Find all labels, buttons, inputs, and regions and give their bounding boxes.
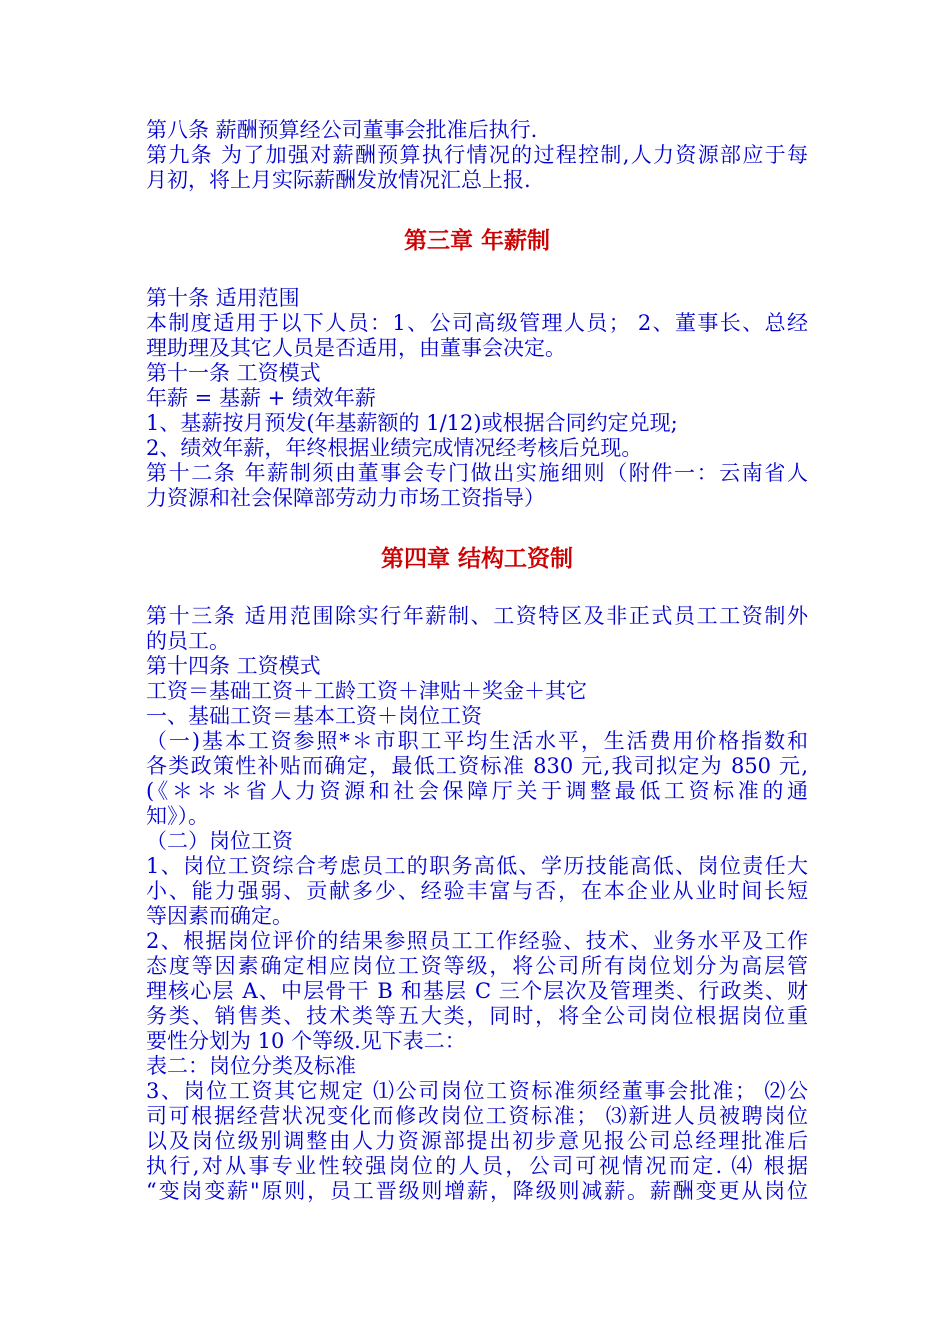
table-2-caption: 表二：岗位分类及标准 bbox=[146, 1054, 356, 1078]
position-wage-3-line-5: “变岗变薪"原则，员工晋级则增薪，降级则减薪。薪酬变更从岗位 bbox=[146, 1179, 808, 1203]
position-wage-2-line-1: 2、根据岗位评价的结果参照员工工作经验、技术、业务水平及工作 bbox=[146, 929, 808, 953]
article-14-title: 第十四条 工资模式 bbox=[146, 654, 321, 678]
position-wage-3-line-4: 执行,对从事专业性较强岗位的人员，公司可视情况而定. ⑷ 根据 bbox=[146, 1154, 808, 1178]
wage-formula: 工资＝基础工资＋工龄工资＋津贴＋奖金＋其它 bbox=[146, 679, 587, 703]
article-8: 第八条 薪酬预算经公司董事会批准后执行. bbox=[146, 118, 538, 142]
article-13-line-2: 的员工。 bbox=[146, 629, 230, 653]
basic-wage-line-2: 各类政策性补贴而确定，最低工资标准 830 元,我司拟定为 850 元, bbox=[146, 754, 808, 778]
position-wage-3-line-1: 3、岗位工资其它规定 ⑴公司岗位工资标准须经董事会批准； ⑵公 bbox=[146, 1079, 808, 1103]
chapter-3-heading: 第三章 年薪制 bbox=[403, 228, 550, 254]
position-wage-2-line-5: 要性分划为 10 个等级.见下表二： bbox=[146, 1029, 466, 1053]
article-13-line-1: 第十三条 适用范围除实行年薪制、工资特区及非正式员工工资制外 bbox=[146, 604, 808, 628]
position-wage-3-line-2: 司可根据经营状况变化而修改岗位工资标准； ⑶新进人员被聘岗位 bbox=[146, 1104, 808, 1128]
article-12-line-2: 力资源和社会保障部劳动力市场工资指导） bbox=[146, 486, 545, 510]
basic-wage-line-3: (《＊＊＊省人力资源和社会保障厅关于调整最低工资标准的通 bbox=[146, 779, 808, 803]
performance-salary-rule: 2、绩效年薪，年终根据业绩完成情况经考核后兑现。 bbox=[146, 436, 643, 460]
position-wage-2-line-3: 理核心层 A、中层骨干 B 和基层 C 三个层次及管理类、行政类、财 bbox=[146, 979, 808, 1003]
annual-salary-formula: 年薪 = 基薪 + 绩效年薪 bbox=[146, 386, 376, 410]
basic-wage-line-1: （一)基本工资参照*＊市职工平均生活水平，生活费用价格指数和 bbox=[146, 729, 808, 753]
position-wage-1-line-2: 小、能力强弱、贡献多少、经验丰富与否，在本企业从业时间长短 bbox=[146, 879, 808, 903]
basic-wage-line-4: 知》）。 bbox=[146, 804, 209, 828]
article-9-line-1: 第九条 为了加强对薪酬预算执行情况的过程控制,人力资源部应于每 bbox=[146, 143, 808, 167]
base-wage-formula: 一、基础工资＝基本工资＋岗位工资 bbox=[146, 704, 482, 728]
article-10-title: 第十条 适用范围 bbox=[146, 286, 300, 310]
position-wage-3-line-3: 以及岗位级别调整由人力资源部提出初步意见报公司总经理批准后 bbox=[146, 1129, 808, 1153]
position-wage-2-line-4: 务类、销售类、技术类等五大类，同时，将全公司岗位根据岗位重 bbox=[146, 1004, 808, 1028]
article-12-line-1: 第十二条 年薪制须由董事会专门做出实施细则（附件一：云南省人 bbox=[146, 461, 808, 485]
position-wage-1-line-3: 等因素而确定。 bbox=[146, 904, 293, 928]
position-wage-2-line-2: 态度等因素确定相应岗位工资等级，将公司所有岗位划分为高层管 bbox=[146, 954, 808, 978]
position-wage-title: （二）岗位工资 bbox=[146, 829, 293, 853]
article-11-title: 第十一条 工资模式 bbox=[146, 361, 321, 385]
article-9-line-2: 月初，将上月实际薪酬发放情况汇总上报. bbox=[146, 168, 531, 192]
article-10-body-2: 理助理及其它人员是否适用，由董事会决定。 bbox=[146, 336, 566, 360]
base-salary-rule: 1、基薪按月预发(年基薪额的 1/12)或根据合同约定兑现; bbox=[146, 411, 678, 435]
position-wage-1-line-1: 1、岗位工资综合考虑员工的职务高低、学历技能高低、岗位责任大 bbox=[146, 854, 808, 878]
article-10-body-1: 本制度适用于以下人员：1、公司高级管理人员； 2、董事长、总经 bbox=[146, 311, 808, 335]
chapter-4-heading: 第四章 结构工资制 bbox=[380, 546, 573, 572]
document-page bbox=[146, 118, 808, 1204]
